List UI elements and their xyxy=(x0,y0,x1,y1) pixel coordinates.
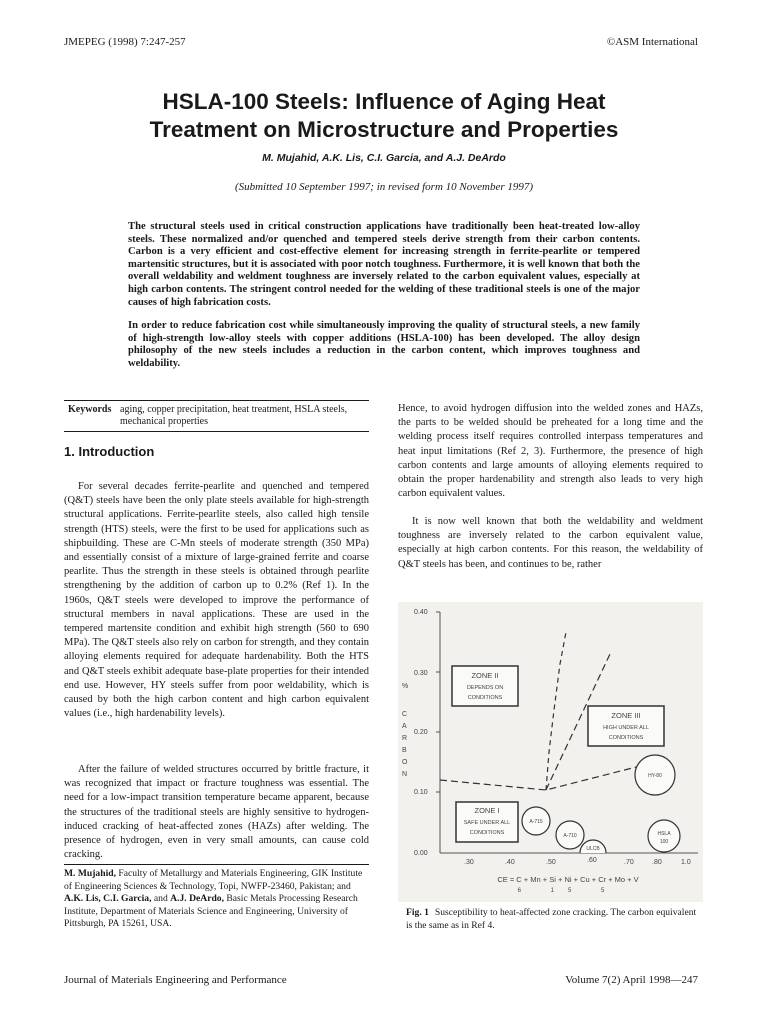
steel-a-715-label: A-715 xyxy=(529,819,543,825)
keywords-text: aging, copper precipitation, heat treatment, HSLA steels, mechanical properties xyxy=(120,404,348,427)
y-tick-0-10: 0.10 xyxy=(414,789,428,796)
zone-3-line-3: CONDITIONS xyxy=(608,735,644,741)
x-tick: 1.0 xyxy=(681,859,691,866)
y-axis-letter: A xyxy=(402,723,407,730)
zone-boundary-steep-dashed xyxy=(546,632,566,790)
zone-3-line-2: HIGH UNDER ALL xyxy=(603,725,649,731)
zone-boundary-lower-dashed xyxy=(440,764,648,790)
abstract-paragraph-2: In order to reduce fabrication cost while simultaneously improving the quality of structural steels, a new family of high-strength low-alloy steels with copper additions (HSLA-100) has been developed. The alloy design philosophy of the new steels includes a reduction in the carbon content, which improves toughness and weldability. xyxy=(128,320,640,369)
figure-1-label: Fig. 1 xyxy=(406,907,429,918)
zone-2-title: ZONE II xyxy=(471,671,499,680)
intro-paragraph-2: After the failure of welded structures occurred by brittle fracture, it was recognized that impact or fracture toughness was essential. The need for a low-impact transition temperature became apparent, because the structures of the traditional steels are highly sensitive to hydrogen-induced cracking of heat-affected zones (HAZs) after welding. The presence of hydrogen, even in very small amounts, can cause cold cracking. xyxy=(64,764,369,861)
y-axis-letter: O xyxy=(402,759,408,766)
y-tick-0-40: 0.40 xyxy=(414,609,428,616)
figure-1-haz-cracking-diagram xyxy=(398,602,703,902)
right-column-paragraph-2: It is now well known that both the weldability and weldment toughness are inversely related to the carbon equivalent value, especially at high carbon contents. For this reason, the weldability of Q&T steels has been, and continues to be, rather xyxy=(398,516,703,570)
keywords-label: Keywords xyxy=(68,404,112,415)
steel-100-label: 100 xyxy=(659,839,669,845)
author-list: M. Mujahid, A.K. Lis, C.I. Garcia, and A.J. DeArdo xyxy=(262,152,506,164)
steel-ulcb-label: ULCB xyxy=(586,846,600,852)
abstract-paragraph-1: The structural steels used in critical construction applications have traditionally been heat-treated low-alloy steels. These normalized and/or quenched and tempered steels derive strength from their carbon contents. Carbon is a very efficient and cost-effective element for increasing strength in ferrite-pearlite or tempered martensitic structures, but it is associated with poor notch toughness. Furthermore, it is well known that both the overall weldability and weldment toughness are inversely related to the carbon equivalent values, especially at high carbon contents. The stringent control needed for the welding of these traditional steels is one of the major causes of high fabrication costs. xyxy=(128,221,640,308)
submission-dates: (Submitted 10 September 1997; in revised form 10 November 1997) xyxy=(234,181,534,193)
y-axis-letter: % xyxy=(402,683,409,690)
carbon-equivalent-formula: CE = C + Mn + Si + Ni + Cu + Cr + Mo + V xyxy=(497,875,639,884)
y-axis-letter: C xyxy=(402,711,408,718)
title-line-1: HSLA-100 Steels: Influence of Aging Heat xyxy=(162,89,606,114)
x-tick: .50 xyxy=(546,859,556,866)
y-tick-0-20: 0.20 xyxy=(414,729,428,736)
steel-a-710-label: A-710 xyxy=(563,833,577,839)
author-affiliations-footnote xyxy=(64,868,369,931)
formula-denominators: 6 15 5 xyxy=(517,888,619,894)
x-tick: .60 xyxy=(587,857,597,864)
figure-1-graphic xyxy=(398,602,703,902)
article-title xyxy=(64,88,704,144)
footer-volume-page: Volume 7(2) April 1998—247 xyxy=(565,974,698,986)
section-heading-introduction: 1. Introduction xyxy=(64,444,155,459)
zone-2-line-2: DEPENDS ON xyxy=(466,685,504,691)
keywords-box xyxy=(64,400,369,432)
title-line-2: Treatment on Microstructure and Properties xyxy=(149,117,619,142)
y-axis-letter: R xyxy=(402,735,408,742)
journal-reference: JMEPEG (1998) 7:247-257 xyxy=(64,36,186,48)
zone-3-title: ZONE III xyxy=(611,711,641,720)
steel-hy-80-label: HY-80 xyxy=(648,773,662,779)
footnote-affiliation-2: Basic Metals Processing Research Institute, Department of Materials Science and Engineering, University of Pittsburgh, PA 15261, USA. xyxy=(64,893,358,929)
zone-1-line-3: CONDITIONS xyxy=(469,830,505,836)
x-tick: .30 xyxy=(464,859,474,866)
figure-1-caption xyxy=(406,907,702,932)
x-tick: .40 xyxy=(505,859,515,866)
footnote-divider xyxy=(64,864,369,865)
footnote-author-3: A.J. DeArdo, xyxy=(170,893,224,904)
y-axis-letter: N xyxy=(402,771,408,778)
zone-2-line-3: CONDITIONS xyxy=(467,695,503,701)
y-tick-0-00: 0.00 xyxy=(414,850,428,857)
footnote-author-2: A.K. Lis, C.I. Garcia, xyxy=(64,893,152,904)
footnote-author-1: M. Mujahid, xyxy=(64,868,116,879)
figure-1-caption-text: Susceptibility to heat-affected zone cracking. The carbon equivalent is the same as in Ref 4. xyxy=(406,907,697,931)
y-axis-letter: B xyxy=(402,747,407,754)
zone-1-title: ZONE I xyxy=(474,806,500,815)
footer-journal-name: Journal of Materials Engineering and Performance xyxy=(64,974,287,986)
publisher-copyright: ©ASM International xyxy=(606,36,698,48)
zone-1-line-2: SAFE UNDER ALL xyxy=(463,820,511,826)
intro-paragraph-1: For several decades ferrite-pearlite and quenched and tempered (Q&T) steels have been the only plate steels available for high-strength structural applications. Ferrite-pearlite steels, also called high tensile strength (HTS) steels, were the first to be used for applications such as shipbuilding. These are C-Mn steels of moderate strength (350 MPa) and essentially consist of a mixture of large-grained ferrite and coarse pearlite. Thus the strength in these steels is obtained through pearlite strengthening by the addition of carbon up to 0.2% (Ref 1). In the 1960s, Q&T steels were developed to improve the performance of structural members in naval applications. These are used in the tempered martensite condition and exhibit high strength (560 to 690 MPa). The Q&T steels also rely on carbon for strength, and they contain alloying elements required for adequate hardenability. Both the HTS and Q&T steels exhibit adequate base-plate properties for their intended end use. However, HY steels suffer from poor weldability, which is caused by both the high carbon content and high carbon equivalent values (i.e., high hardenability levels). xyxy=(64,481,369,720)
y-tick-0-30: 0.30 xyxy=(414,670,428,677)
x-tick: .80 xyxy=(652,859,662,866)
right-column-paragraph-1: Hence, to avoid hydrogen diffusion into the welded zones and HAZs, the parts to be welded should be preheated for a long time and the welding process itself requires controlled interpass temperatures and heat input limitations (Ref 2, 3). Furthermore, the presence of high carbon contents and large amounts of alloying elements required to obtain the proper hardenability and strength also leads to very high carbon equivalent values. xyxy=(398,403,703,500)
footnote-affiliation-1: Faculty of Metallurgy and Materials Engineering, GIK Institute of Engineering Sciences & Technology, Topi, NWFP-23460, Pakistan; and xyxy=(64,868,363,892)
steel-hsla-label: HSLA xyxy=(657,831,671,837)
footnote-and: and xyxy=(151,893,171,904)
x-tick: .70 xyxy=(624,859,634,866)
